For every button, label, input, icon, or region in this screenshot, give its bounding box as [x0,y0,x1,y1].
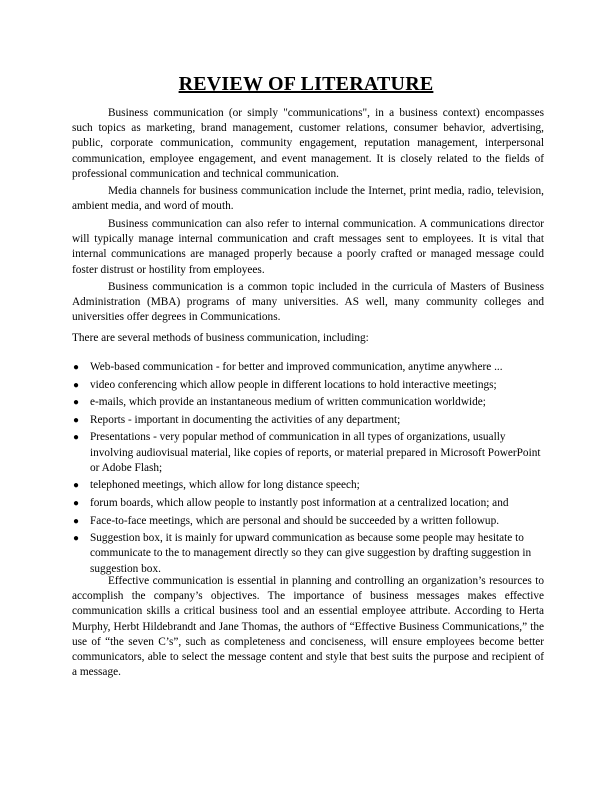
list-item [72,430,544,476]
list-item-text: e-mails, which provide an instantaneous medium of written communication worldwide; [90,396,486,409]
page-title: REVIEW OF LITERATURE [178,73,434,95]
bullet-icon: ● [72,480,80,492]
list-item-text: Presentations - very popular method of communication in all types of organizations, usually involving audiovisual material, like copies of reports, or material prepared in Microsoft PowerPoint or Adobe Flash; [90,431,541,474]
list-item-text: Web-based communication - for better and improved communication, anytime anywhere ... [90,361,503,373]
list-item [72,531,544,577]
bullet-icon: ● [72,497,80,509]
paragraph-definition: Business communication (or simply "communications", in a business context) encompasses such topics as marketing, brand management, customer relations, consumer behavior, advertising, public, corporate communication, community engagement, reputation management, interpersonal communication, employee engagement, and event management. It is closely related to the fields of professional communication and technical communication. [72,107,544,180]
list-item-text: video conferencing which allow people in different locations to hold interactive meetings; [90,378,497,391]
bullet-icon: ● [72,432,80,444]
list-item [72,378,544,393]
paragraph-effective-communication: Effective communication is essential in planning and controlling an organization’s resources to accomplish the company’s objectives. The importance of business messages makes effective communication skills a critical business tool and an essential employee attribute. According to Herta Murphy, Herbt Hildebrandt and Jane Thomas, the authors of “Effective Business Communications,” the use of “the seven C’s”, such as completeness and conciseness, will ensure employees become better communicators, able to select the message content and style that best suits the purpose and recipient of a message. [72,575,544,679]
list-item [72,514,544,529]
paragraph-media-channels: Media channels for business communication include the Internet, print media, radio, television, ambient media, and word of mouth. [72,185,544,213]
list-item-text: telephoned meetings, which allow for long distance speech; [90,479,360,492]
bullet-icon: ● [72,414,80,426]
list-item [72,496,544,511]
list-item-text: Face-to-face meetings, which are personal and should be succeeded by a written followup. [90,514,500,527]
list-item-text: Reports - important in documenting the activities of any department; [90,413,401,426]
bullet-icon: ● [72,379,80,391]
list-item [72,395,544,410]
list-item [72,360,544,375]
methods-list [72,360,544,579]
bullet-icon: ● [72,515,80,527]
bullet-icon: ● [72,533,80,545]
paragraph-methods-intro: There are several methods of business communication, including: [72,332,369,344]
list-item [72,413,544,428]
list-item-text: forum boards, which allow people to instantly post information at a centralized location; and [90,496,509,509]
list-item [72,478,544,493]
bullet-icon: ● [72,362,80,373]
paragraph-mba-curricula: Business communication is a common topic included in the curricula of Masters of Business Administration (MBA) programs of many universities. AS well, many community colleges and universities offer degrees in Communications. [72,281,544,324]
paragraph-internal-communication: Business communication can also refer to internal communication. A communications director will typically manage internal communication and craft messages sent to employees. It is vital that internal communications are managed properly because a poorly crafted or managed message could foster distrust or hostility from employees. [72,218,544,276]
list-item-text: Suggestion box, it is mainly for upward communication as because some people may hesitate to communicate to the to management directly so they can give suggestion by drafting suggestion in suggestion box. [90,532,532,575]
bullet-icon: ● [72,397,80,409]
